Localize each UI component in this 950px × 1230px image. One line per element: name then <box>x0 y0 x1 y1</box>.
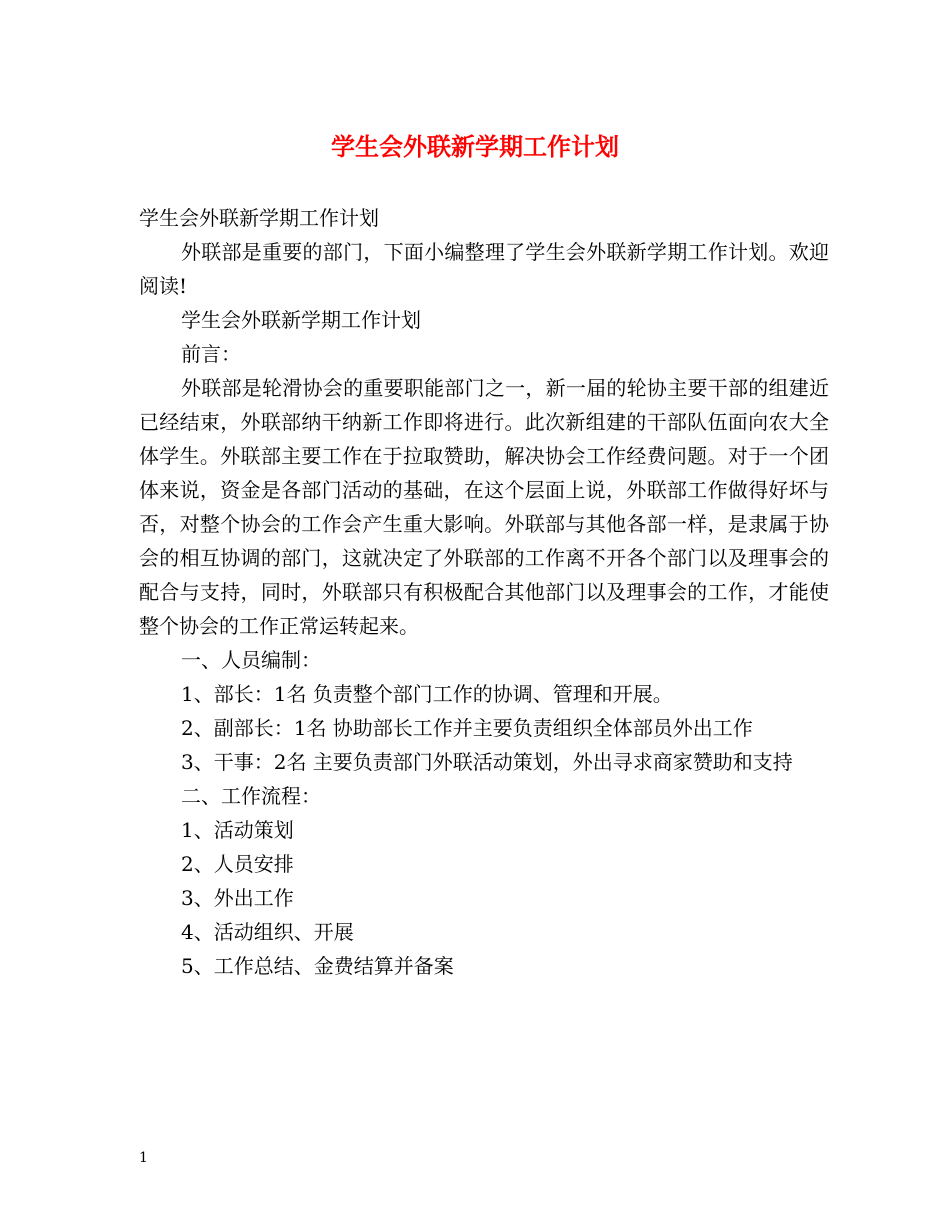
paragraph-subtitle: 学生会外联新学期工作计划 <box>181 308 421 332</box>
section-heading-staffing: 一、人员编制： <box>181 648 321 672</box>
staffing-item-officer: 3、干事：2名 主要负责部门外联活动策划，外出寻求商家赞助和支持 <box>181 750 793 774</box>
page-number: 1 <box>139 1150 148 1166</box>
paragraph-preface-label: 前言： <box>181 342 241 366</box>
paragraph-heading-repeat: 学生会外联新学期工作计划 <box>139 206 379 230</box>
workflow-item: 1、活动策划 <box>181 818 294 842</box>
workflow-item: 5、工作总结、金费结算并备案 <box>181 954 454 978</box>
staffing-item-vice-minister: 2、副部长：1名 协助部长工作并主要负责组织全体部员外出工作 <box>181 716 753 740</box>
workflow-item: 2、人员安排 <box>181 852 294 876</box>
paragraph-preface: 外联部是轮滑协会的重要职能部门之一，新一届的轮协主要干部的组建近已经结束，外联部纳干纳新工作即将进行。此次新组建的干部队伍面向农大全体学生。外联部主要工作在于拉取赞助，解决协会工作经费问题。对于一个团体来说，资金是各部门活动的基础，在这个层面上说，外联部工作做得好坏与否，对整个协会的工作会产生重大影响。外联部与其他各部一样，是隶属于协会的相互协调的部门，这就决定了外联部的工作离不开各个部门以及理事会的配合与支持，同时，外联部只有积极配合其他部门以及理事会的工作，才能使整个协会的工作正常运转起来。 <box>139 376 829 638</box>
paragraph-intro: 外联部是重要的部门，下面小编整理了学生会外联新学期工作计划。欢迎阅读! <box>139 240 829 298</box>
document-body <box>139 201 829 983</box>
workflow-item: 4、活动组织、开展 <box>181 920 354 944</box>
section-heading-workflow: 二、工作流程： <box>181 784 321 808</box>
document-title: 学生会外联新学期工作计划 <box>331 132 619 161</box>
workflow-item: 3、外出工作 <box>181 886 294 910</box>
staffing-item-minister: 1、部长：1名 负责整个部门工作的协调、管理和开展。 <box>181 682 673 706</box>
